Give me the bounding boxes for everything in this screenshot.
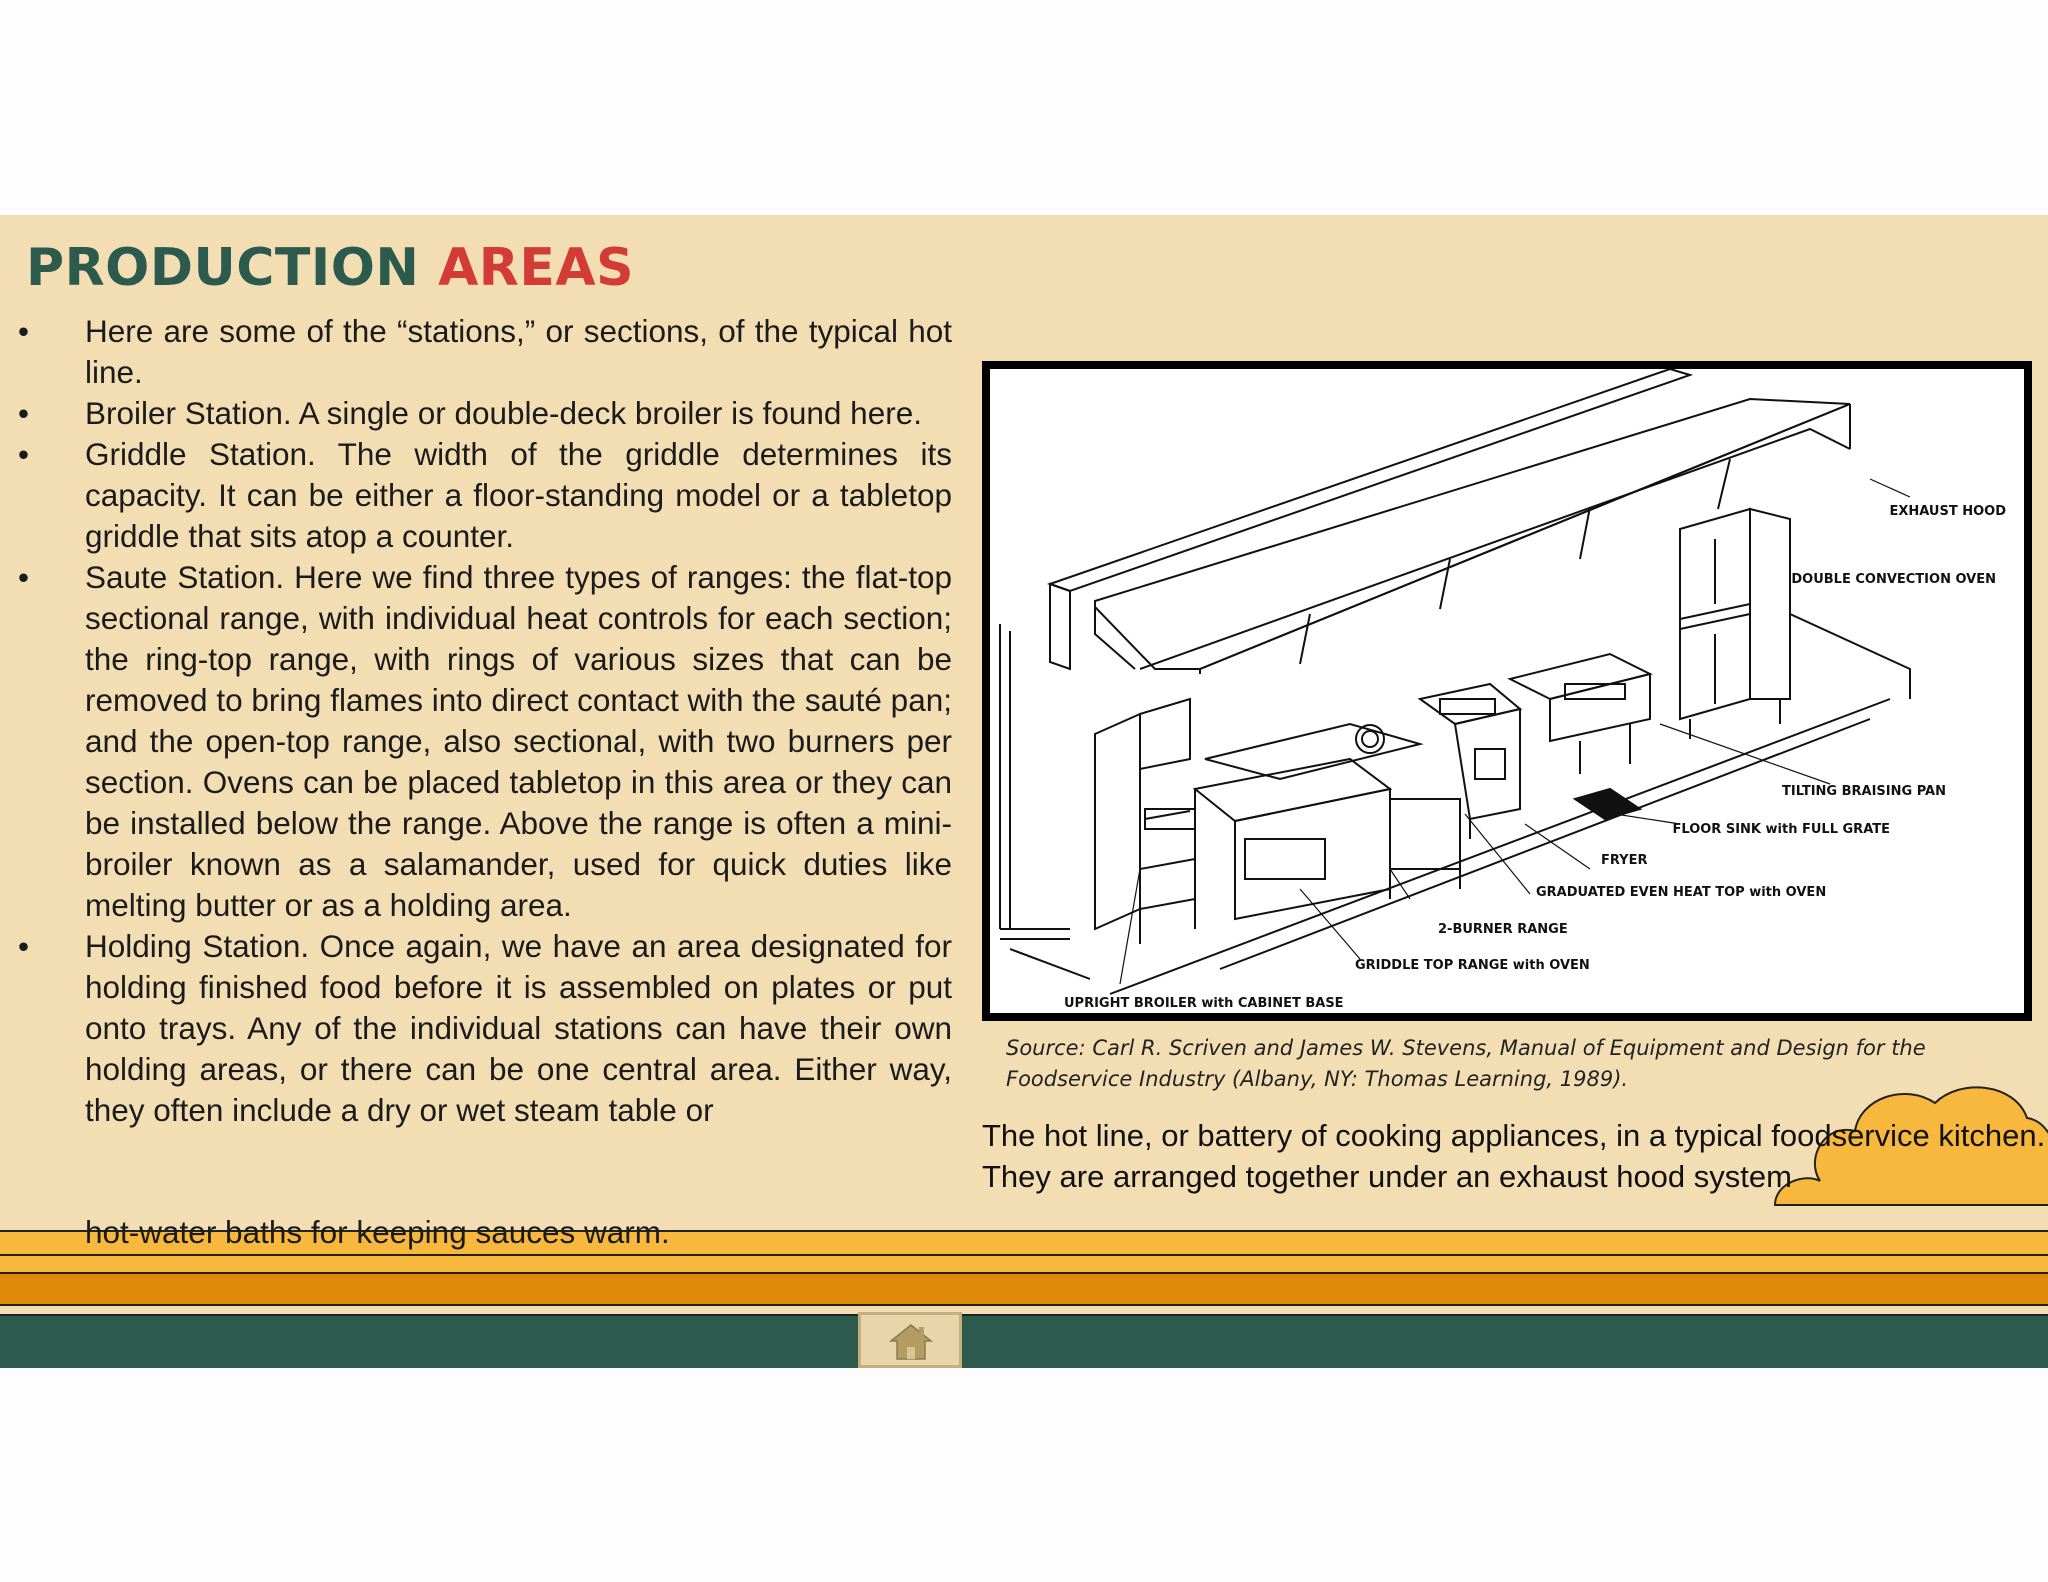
leader-lines: [1120, 479, 1910, 984]
label-fryer: FRYER: [1601, 853, 1648, 868]
label-upright-broiler: UPRIGHT BROILER with CABINET BASE: [1064, 996, 1344, 1011]
slide: [0, 215, 2048, 1368]
bullet-marker: •: [18, 395, 30, 431]
bullet-text: Griddle Station. The width of the griddle determines its capacity. It can be either a floor-standing model or a tabletop griddle that sits atop a counter.: [85, 436, 952, 554]
footer-band-dark: [0, 1272, 2048, 1306]
label-exhaust-hood: EXHAUST HOOD: [1889, 504, 2006, 519]
bullet-item: [18, 434, 952, 557]
braising-pan-drawing: [1510, 654, 1650, 774]
hot-line-figure: [982, 361, 2032, 1021]
heat-top-range-drawing: [1205, 724, 1460, 899]
hot-line-drawing: [990, 369, 2024, 1013]
griddle-range-drawing: [1195, 759, 1390, 919]
exhaust-hood-drawing: [1050, 369, 1850, 674]
footer-band-green: [0, 1314, 2048, 1368]
bullet-item: [18, 926, 952, 1131]
upright-broiler-drawing: [1095, 699, 1195, 944]
bullet-overflow-text: hot-water baths for keeping sauces warm.: [85, 1214, 670, 1250]
slide-title: [26, 237, 634, 299]
bullet-item: [18, 557, 952, 926]
bullet-item: [18, 311, 952, 393]
footer-band-divider: [0, 1254, 2048, 1256]
bullet-item: [18, 393, 952, 434]
label-floor-sink: FLOOR SINK with FULL GRATE: [1672, 822, 1890, 837]
title-word-production: PRODUCTION: [26, 238, 420, 298]
home-button[interactable]: [858, 1312, 962, 1368]
figure-caption: The hot line, or battery of cooking appliances, in a typical foodservice kitchen. They are arranged together under an exhaust hood system: [982, 1118, 2046, 1194]
bullet-list: [18, 311, 952, 1131]
source-line-1: Source: Carl R. Scriven and James W. Stevens, Manual of Equipment and Design for the: [1006, 1036, 1926, 1060]
label-griddle-top-range: GRIDDLE TOP RANGE with OVEN: [1355, 958, 1590, 973]
label-double-convection-oven: DOUBLE CONVECTION OVEN: [1791, 572, 1996, 587]
bullet-marker: •: [18, 313, 30, 349]
bullet-text: Saute Station. Here we find three types of ranges: the flat-top sectional range, with individual heat controls for each section; the ring-top range, with rings of various sizes that can be removed to bring flames into direct contact with the sauté pan; and the open-top range, also sectional, with two burners per section. Ovens can be placed tabletop in this area or they can be installed below the range. Above the range is often a mini-broiler known as a salamander, used for quick duties like melting butter or as a holding area.: [85, 559, 952, 923]
bullet-text: Broiler Station. A single or double-deck broiler is found here.: [85, 395, 922, 431]
bullet-text: Here are some of the “stations,” or sections, of the typical hot line.: [85, 313, 952, 390]
title-word-areas: AREAS: [438, 238, 635, 298]
bullet-text: Holding Station. Once again, we have an area designated for holding finished food before it is assembled on plates or put onto trays. Any of the individual stations can have their own holding areas, or there can be one central area. Either way, they often include a dry or wet steam table or: [85, 928, 952, 1128]
label-graduated-heat-top: GRADUATED EVEN HEAT TOP with OVEN: [1536, 885, 1827, 900]
label-tilting-braising-pan: TILTING BRAISING PAN: [1782, 784, 1946, 799]
label-two-burner-range: 2-BURNER RANGE: [1438, 922, 1568, 937]
home-icon: [887, 1321, 935, 1361]
bullet-marker: •: [18, 928, 30, 964]
bullet-marker: •: [18, 436, 30, 472]
fryer-drawing: [1420, 684, 1520, 839]
source-line-2: Foodservice Industry (Albany, NY: Thomas Learning, 1989).: [1006, 1067, 1629, 1091]
bullet-marker: •: [18, 559, 30, 595]
